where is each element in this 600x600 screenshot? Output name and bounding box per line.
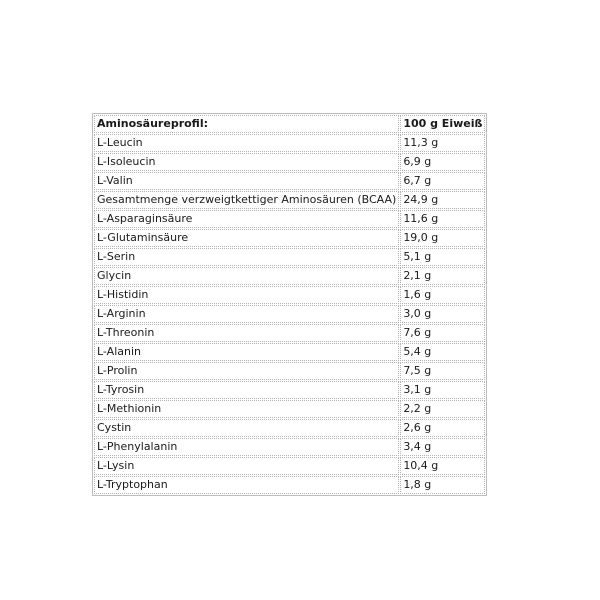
- amino-acid-name-cell: Gesamtmenge verzweigtkettiger Aminosäuren (BCAA): [94, 191, 399, 209]
- amino-acid-value-cell: 7,6 g: [400, 324, 485, 342]
- amino-acid-name-cell: L-Valin: [94, 172, 399, 190]
- table-row: [94, 419, 485, 437]
- amino-acid-value-cell: 24,9 g: [400, 191, 485, 209]
- amino-acid-name-cell: L-Threonin: [94, 324, 399, 342]
- table-header-row: [94, 115, 485, 133]
- amino-acid-value-cell: 1,8 g: [400, 476, 485, 494]
- amino-acid-value-cell: 5,1 g: [400, 248, 485, 266]
- amino-acid-value-cell: 10,4 g: [400, 457, 485, 475]
- amino-acid-name-cell: L-Phenylalanin: [94, 438, 399, 456]
- amino-acid-name-cell: Glycin: [94, 267, 399, 285]
- amino-acid-value-cell: 5,4 g: [400, 343, 485, 361]
- amino-acid-value-cell: 3,0 g: [400, 305, 485, 323]
- amino-acid-name-cell: L-Alanin: [94, 343, 399, 361]
- amino-acid-name-cell: L-Tyrosin: [94, 381, 399, 399]
- amino-acid-name-cell: L-Glutaminsäure: [94, 229, 399, 247]
- table-row: [94, 153, 485, 171]
- table-row: [94, 229, 485, 247]
- header-name-cell: Aminosäureprofil:: [94, 115, 399, 133]
- amino-acid-value-cell: 19,0 g: [400, 229, 485, 247]
- table-row: [94, 381, 485, 399]
- amino-table-body: [94, 115, 485, 494]
- table-row: [94, 457, 485, 475]
- header-value-cell: 100 g Eiweiß: [400, 115, 485, 133]
- table-row: [94, 343, 485, 361]
- amino-acid-name-cell: L-Methionin: [94, 400, 399, 418]
- table-row: [94, 172, 485, 190]
- amino-acid-name-cell: L-Isoleucin: [94, 153, 399, 171]
- amino-acid-name-cell: L-Serin: [94, 248, 399, 266]
- amino-acid-value-cell: 11,6 g: [400, 210, 485, 228]
- table-row: [94, 476, 485, 494]
- amino-acid-name-cell: L-Lysin: [94, 457, 399, 475]
- table-row: [94, 438, 485, 456]
- amino-acid-value-cell: 7,5 g: [400, 362, 485, 380]
- amino-acid-value-cell: 11,3 g: [400, 134, 485, 152]
- table-row: [94, 305, 485, 323]
- amino-acid-name-cell: L-Histidin: [94, 286, 399, 304]
- table-row: [94, 134, 485, 152]
- table-row: [94, 248, 485, 266]
- amino-acid-value-cell: 6,9 g: [400, 153, 485, 171]
- amino-acid-name-cell: L-Asparaginsäure: [94, 210, 399, 228]
- table-row: [94, 210, 485, 228]
- amino-acid-profile-table: [92, 113, 487, 496]
- table-row: [94, 362, 485, 380]
- table-row: [94, 191, 485, 209]
- amino-acid-value-cell: 2,6 g: [400, 419, 485, 437]
- amino-acid-value-cell: 2,1 g: [400, 267, 485, 285]
- amino-acid-name-cell: L-Prolin: [94, 362, 399, 380]
- amino-acid-name-cell: L-Tryptophan: [94, 476, 399, 494]
- amino-acid-value-cell: 2,2 g: [400, 400, 485, 418]
- amino-acid-value-cell: 3,1 g: [400, 381, 485, 399]
- amino-acid-value-cell: 3,4 g: [400, 438, 485, 456]
- table-row: [94, 324, 485, 342]
- amino-acid-value-cell: 1,6 g: [400, 286, 485, 304]
- table-row: [94, 286, 485, 304]
- amino-acid-name-cell: L-Leucin: [94, 134, 399, 152]
- table-row: [94, 400, 485, 418]
- amino-acid-name-cell: L-Arginin: [94, 305, 399, 323]
- table-row: [94, 267, 485, 285]
- amino-acid-value-cell: 6,7 g: [400, 172, 485, 190]
- amino-acid-name-cell: Cystin: [94, 419, 399, 437]
